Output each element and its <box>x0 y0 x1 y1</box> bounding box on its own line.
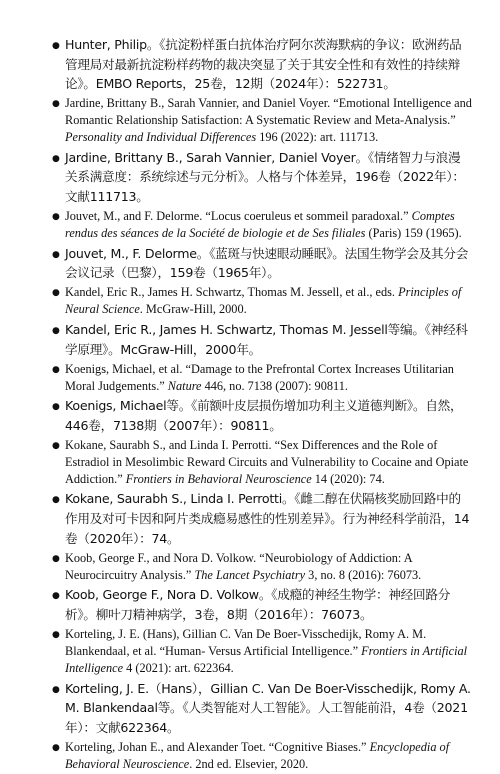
reference-source-title: Personality and Individual Differences <box>65 129 257 144</box>
bullet-icon: ● <box>52 326 60 337</box>
reference-text: Jouvet, M., and F. Delorme. “Locus coeruleus et sommeil paradoxal.” <box>65 209 412 224</box>
reference-text: Korteling, Johan E., and Alexander Toet. “Cognitive Biases.” <box>65 739 370 754</box>
reference-item <box>52 208 472 241</box>
reference-item <box>52 244 472 283</box>
reference-text: Jardine, Brittany B., Sarah Vannier, Daniel Voyer。《情绪智力与浪漫关系满意度：系统综述与元分析》。人格与个体差异，196卷（2022年）：文献111713。 <box>65 149 465 204</box>
bullet-icon: ● <box>52 630 60 641</box>
reference-item <box>52 437 472 487</box>
reference-item <box>52 679 472 738</box>
reference-item <box>52 550 472 583</box>
reference-item <box>52 95 472 145</box>
reference-source-title: Frontiers in Behavioral Neuroscience <box>125 471 312 486</box>
reference-text: Koenigs, Michael等。《前额叶皮层损伤增加功利主义道德判断》。自然，446卷，7138期（2007年）：90811。 <box>65 398 463 433</box>
reference-text: . 2nd ed. Elsevier, 2020. <box>189 756 309 771</box>
reference-source-title: Principles of Neural Science <box>65 285 462 317</box>
reference-text: Jouvet, M., F. Delorme。《蓝斑与快速眼动睡眠》。法国生物学会及其分会会议记录（巴黎），159卷（1965年）。 <box>65 245 469 281</box>
reference-list <box>52 35 472 774</box>
reference-source-title: Comptes rendus des séances de la Société de biologie et de Ses filiales <box>65 209 455 240</box>
reference-text: 196 (2022): art. 111713. <box>256 129 379 144</box>
bullet-icon: ● <box>52 288 60 299</box>
reference-item <box>52 35 472 94</box>
reference-text: 3, no. 8 (2016): 76073. <box>305 567 422 582</box>
reference-source-title: Encyclopedia of Behavioral Neuroscience <box>65 739 450 771</box>
reference-source-title: Frontiers in Artificial Intelligence <box>65 643 468 675</box>
bullet-icon: ● <box>52 441 60 452</box>
reference-text: . McGraw-Hill, 2000. <box>139 302 247 317</box>
reference-text: Korteling, J. E.（Hans），Gillian C. Van De Boer-Visschedijk, Romy A. M. Blankendaal等。《人类智能对人工智能》。人工智能前沿，4卷（2021年）：文献622364。 <box>65 680 471 735</box>
reference-item <box>52 626 472 676</box>
bullet-icon: ● <box>52 591 60 602</box>
reference-source-title: Nature <box>167 378 202 393</box>
bullet-icon: ● <box>52 553 60 564</box>
bullet-icon: ● <box>52 153 60 164</box>
reference-text: Koob, George F., and Nora D. Volkow. “Neurobiology of Addiction: A Neurocircuitry Analysis.” <box>65 550 412 582</box>
bullet-icon: ● <box>52 364 60 375</box>
bullet-icon: ● <box>52 99 60 110</box>
reference-source-title: The Lancet Psychiatry <box>194 567 306 582</box>
reference-text: Hunter, Philip。《抗淀粉样蛋白抗体治疗阿尔茨海默病的争议：欧洲药品管理局对最新抗淀粉样药物的裁决突显了关于其安全性和有效性的持续辩论》。EMBO Reports，25卷，12期（2024年）：522731。 <box>65 37 462 92</box>
reference-item <box>52 148 472 207</box>
reference-item <box>52 320 472 359</box>
bullet-icon: ● <box>52 742 60 753</box>
reference-text: 446, no. 7138 (2007): 90811. <box>201 378 348 393</box>
reference-text: Kokane, Saurabh S., Linda I. Perrotti。《雌二醇在伏隔核奖励回路中的作用及对可卡因和阿片类成瘾易感性的性别差异》。行为神经科学前沿，14卷（2020年）：74。 <box>65 491 470 546</box>
reference-item <box>52 396 472 435</box>
reference-item <box>52 361 472 394</box>
bullet-icon: ● <box>52 249 60 260</box>
reference-text: Koob, George F., Nora D. Volkow。《成瘾的神经生物学：神经回路分析》。柳叶刀精神病学，3卷，8期（2016年）：76073。 <box>65 587 451 623</box>
reference-text: 4 (2021): art. 622364. <box>123 660 234 675</box>
reference-text: Koenigs, Michael, et al. “Damage to the Prefrontal Cortex Increases Utilitarian Moral Judgements.” <box>65 361 454 393</box>
bullet-icon: ● <box>52 41 60 51</box>
reference-text: Jardine, Brittany B., Sarah Vannier, and Daniel Voyer. “Emotional Intelligence and Romantic Relationship Satisfaction: A Systematic Review and Meta-Analysis.” <box>65 96 472 128</box>
bullet-icon: ● <box>52 684 60 695</box>
reference-item <box>52 585 472 624</box>
reference-text: (Paris) 159 (1965). <box>365 225 462 240</box>
reference-text: 14 (2020): 74. <box>311 471 385 486</box>
reference-text: Kandel, Eric R., James H. Schwartz, Thomas M. Jessell, et al., eds. <box>65 285 399 300</box>
reference-item <box>52 489 472 548</box>
bullet-icon: ● <box>52 402 60 413</box>
reference-item <box>52 739 472 772</box>
bullet-icon: ● <box>52 495 60 506</box>
reference-text: Kandel, Eric R., James H. Schwartz, Thomas M. Jessell等编。《神经科学原理》。McGraw-Hill，2000年。 <box>65 322 468 357</box>
reference-text: Kokane, Saurabh S., and Linda I. Perrotti. “Sex Differences and the Role of Estradiol in Mesolimbic Reward Circuits and Vulnerability to Cocaine and Opiate Addiction.” <box>65 438 469 486</box>
reference-text: Korteling, J. E. (Hans), Gillian C. Van De Boer-Visschedijk, Romy A. M. Blankendaal, et al. “Human- Versus Artificial Intelligence.” <box>65 627 427 658</box>
reference-item <box>52 284 472 317</box>
bullet-icon: ● <box>52 212 60 223</box>
